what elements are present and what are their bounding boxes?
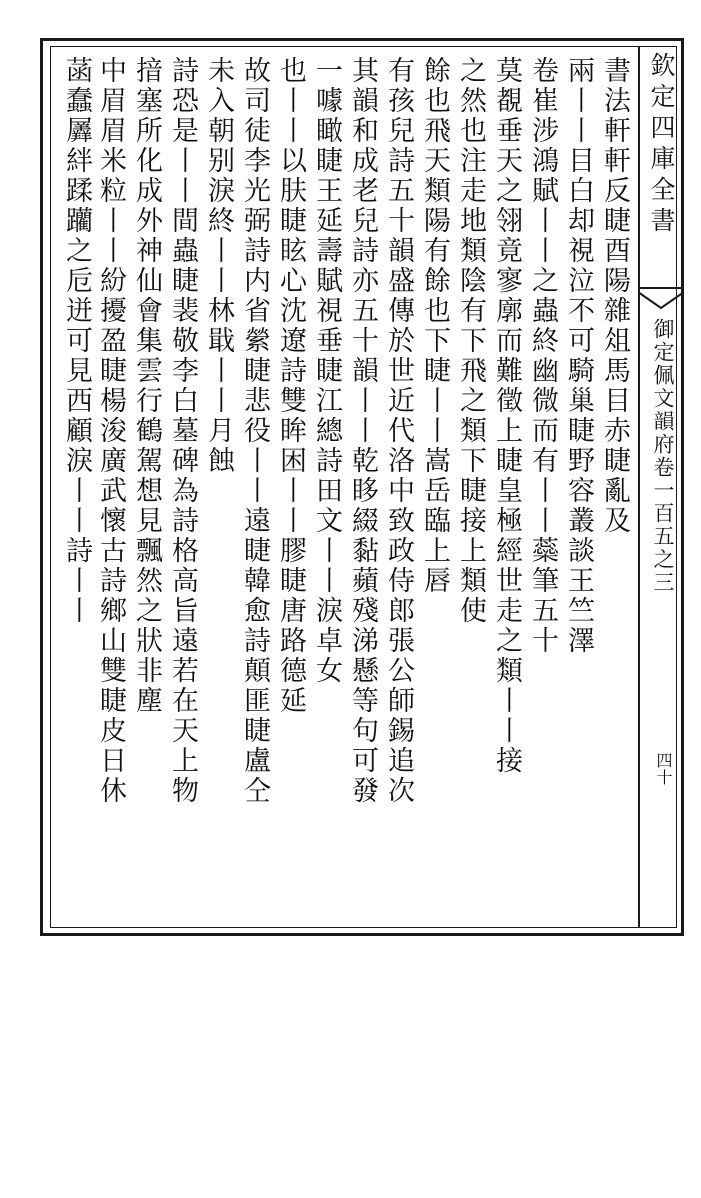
text-column: 中眉眉米粒丨丨紛擾盈睫楊浚廣武懷古詩鄉山雙睫皮日休	[95, 56, 126, 806]
chapter-title: 御定佩文韻府卷一百五之三	[651, 318, 675, 594]
text-column: 有孩兒詩五十韻盛傳於世近代洛中致政侍郎張公師錫追次	[383, 56, 414, 806]
text-column: 餘也飛天類陽有餘也下睫丨丨嵩岳臨上唇	[419, 56, 450, 596]
text-column: 菡蠢羼絆蹂躪之卮迸可見西顧淚丨丨詩丨丨	[61, 56, 92, 626]
text-column: 也丨丨以肤睫眩心沈遼詩雙眸困丨丨膠睫唐路德延	[275, 56, 306, 716]
text-column: 故司徒李光弼詩内省縈睫悲役丨丨遠睫韓愈詩顛匪睫盧仝	[239, 56, 270, 806]
text-column: 書法軒軒反睫酉陽雜俎馬目赤睫亂及	[599, 56, 630, 536]
text-column: 一噱瞰睫王延壽賦視垂睫江總詩田文丨丨淚卓女	[311, 56, 342, 686]
text-column: 其韻和成老兒詩亦五十韻丨丨乾眵綴黏蘋殘涕懸等句可發	[347, 56, 378, 806]
text-column: 揞塞所化成外神仙會集雲行鶴駕想見飄然之狀非塵	[131, 56, 162, 716]
text-column: 卷崔涉鴻賦丨丨之蟲終幽微而有丨丨蘂筆五十	[527, 56, 558, 656]
text-column: 詩恐是丨丨間蟲睫裴敬李白墓碑為詩格高旨遠若在天上物	[167, 56, 198, 806]
margin-divider	[638, 46, 640, 928]
text-column: 兩丨丨目白却視泣不可騎巢睫野容叢談王竺澤	[563, 56, 594, 656]
text-column: 未入朝别淚終丨丨林戢丨丨月蝕	[203, 56, 234, 476]
book-title: 欽定四庫全書	[647, 52, 676, 238]
text-column: 之然也注走地類陰有下飛之類下睫接上類使	[455, 56, 486, 626]
text-column: 莫覩垂天之翎竟寥廓而難徵上睫皇極經世走之類丨丨接	[491, 56, 522, 776]
page-number: 四十	[654, 752, 673, 786]
